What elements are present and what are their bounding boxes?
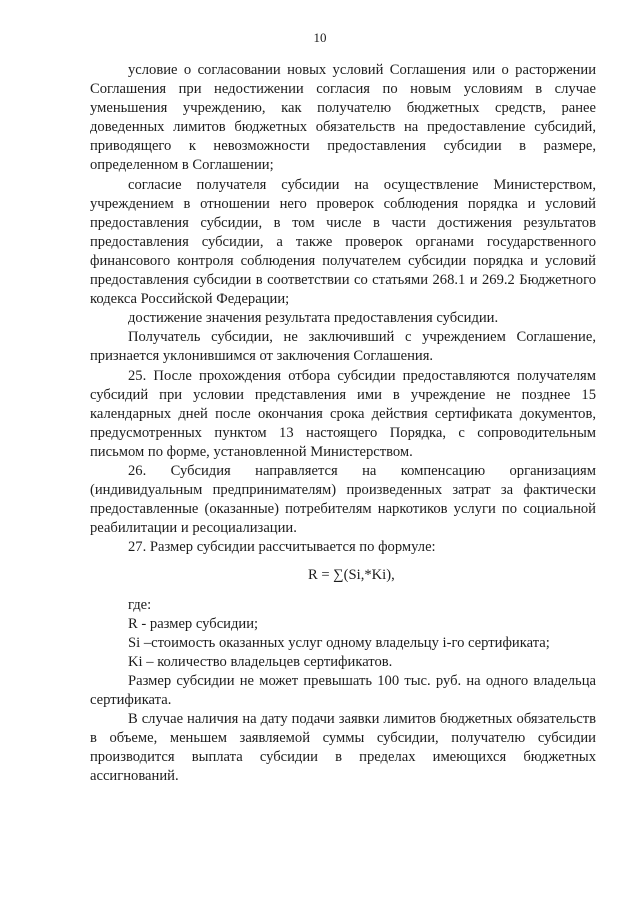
definition-ki: Ki – количество владельцев сертификатов. (128, 653, 393, 670)
paragraph-inspection-consent: согласие получателя субсидии на осуществление Министерством, учреждением в отношении него проверок соблюдения порядка и условий предоставления субсидии, в том числе в части достижения результатов предоставления субсидии, а также проверок органами государственного финансового контроля соблюдения получателем субсидии порядка и условий предоставления субсидии в соответствии со статьями 268.1 и 269.2 Бюджетного кодекса Российской Федерации; (90, 176, 596, 308)
definition-where: где: (128, 596, 152, 613)
page-number: 10 (313, 30, 327, 45)
paragraph-evasion: Получатель субсидии, не заключивший с учреждением Соглашение, признается уклонившимся от заключения Соглашения. (90, 329, 596, 365)
subsidy-formula: R = ∑(Si,*Ki), (308, 567, 395, 584)
definition-si: Si –стоимость оказанных услуг одному владельцу i-го сертификата; (128, 634, 550, 651)
paragraph-clause-26: 26. Субсидия направляется на компенсацию организациям (индивидуальным предпринимателям) произведенных затрат за фактически предоставленные (оказанные) потребителям наркотиков услуги по социальной реабилитации и ресоциализации. (90, 462, 596, 537)
paragraph-clause-25: 25. После прохождения отбора субсидии предоставляются получателям субсидий при условии представления ими в учреждение не позднее 15 календарных дней после окончания срока действия сертификата документов, предусмотренных пунктом 13 настоящего Порядка, с сопроводительным письмом по форме, установленной Министерством. (90, 367, 596, 460)
definition-r: R - размер субсидии; (128, 615, 259, 632)
document-body (90, 61, 596, 786)
paragraph-result-achievement: достижение значения результата предоставления субсидии. (128, 310, 499, 327)
paragraph-agreement-change-condition: условие о согласовании новых условий Соглашения или о расторжении Соглашения при недостижении согласия по новым условиям в случае уменьшения учреждению, как получателю бюджетных средств, ранее доведенных лимитов бюджетных обязательств на предоставление субсидий, приводящего к невозможности предоставления субсидии в размере, определенном в Соглашении; (90, 62, 596, 174)
paragraph-subsidy-limit: Размер субсидии не может превышать 100 тыс. руб. на одного владельца сертификата. (90, 672, 596, 708)
paragraph-budget-limits: В случае наличия на дату подачи заявки лимитов бюджетных обязательств в объеме, меньшем заявляемой суммы субсидии, получателю субсидии производится выплата субсидии в пределах имеющихся бюджетных ассигнований. (90, 711, 596, 785)
paragraph-clause-27: 27. Размер субсидии рассчитывается по формуле: (128, 539, 436, 556)
